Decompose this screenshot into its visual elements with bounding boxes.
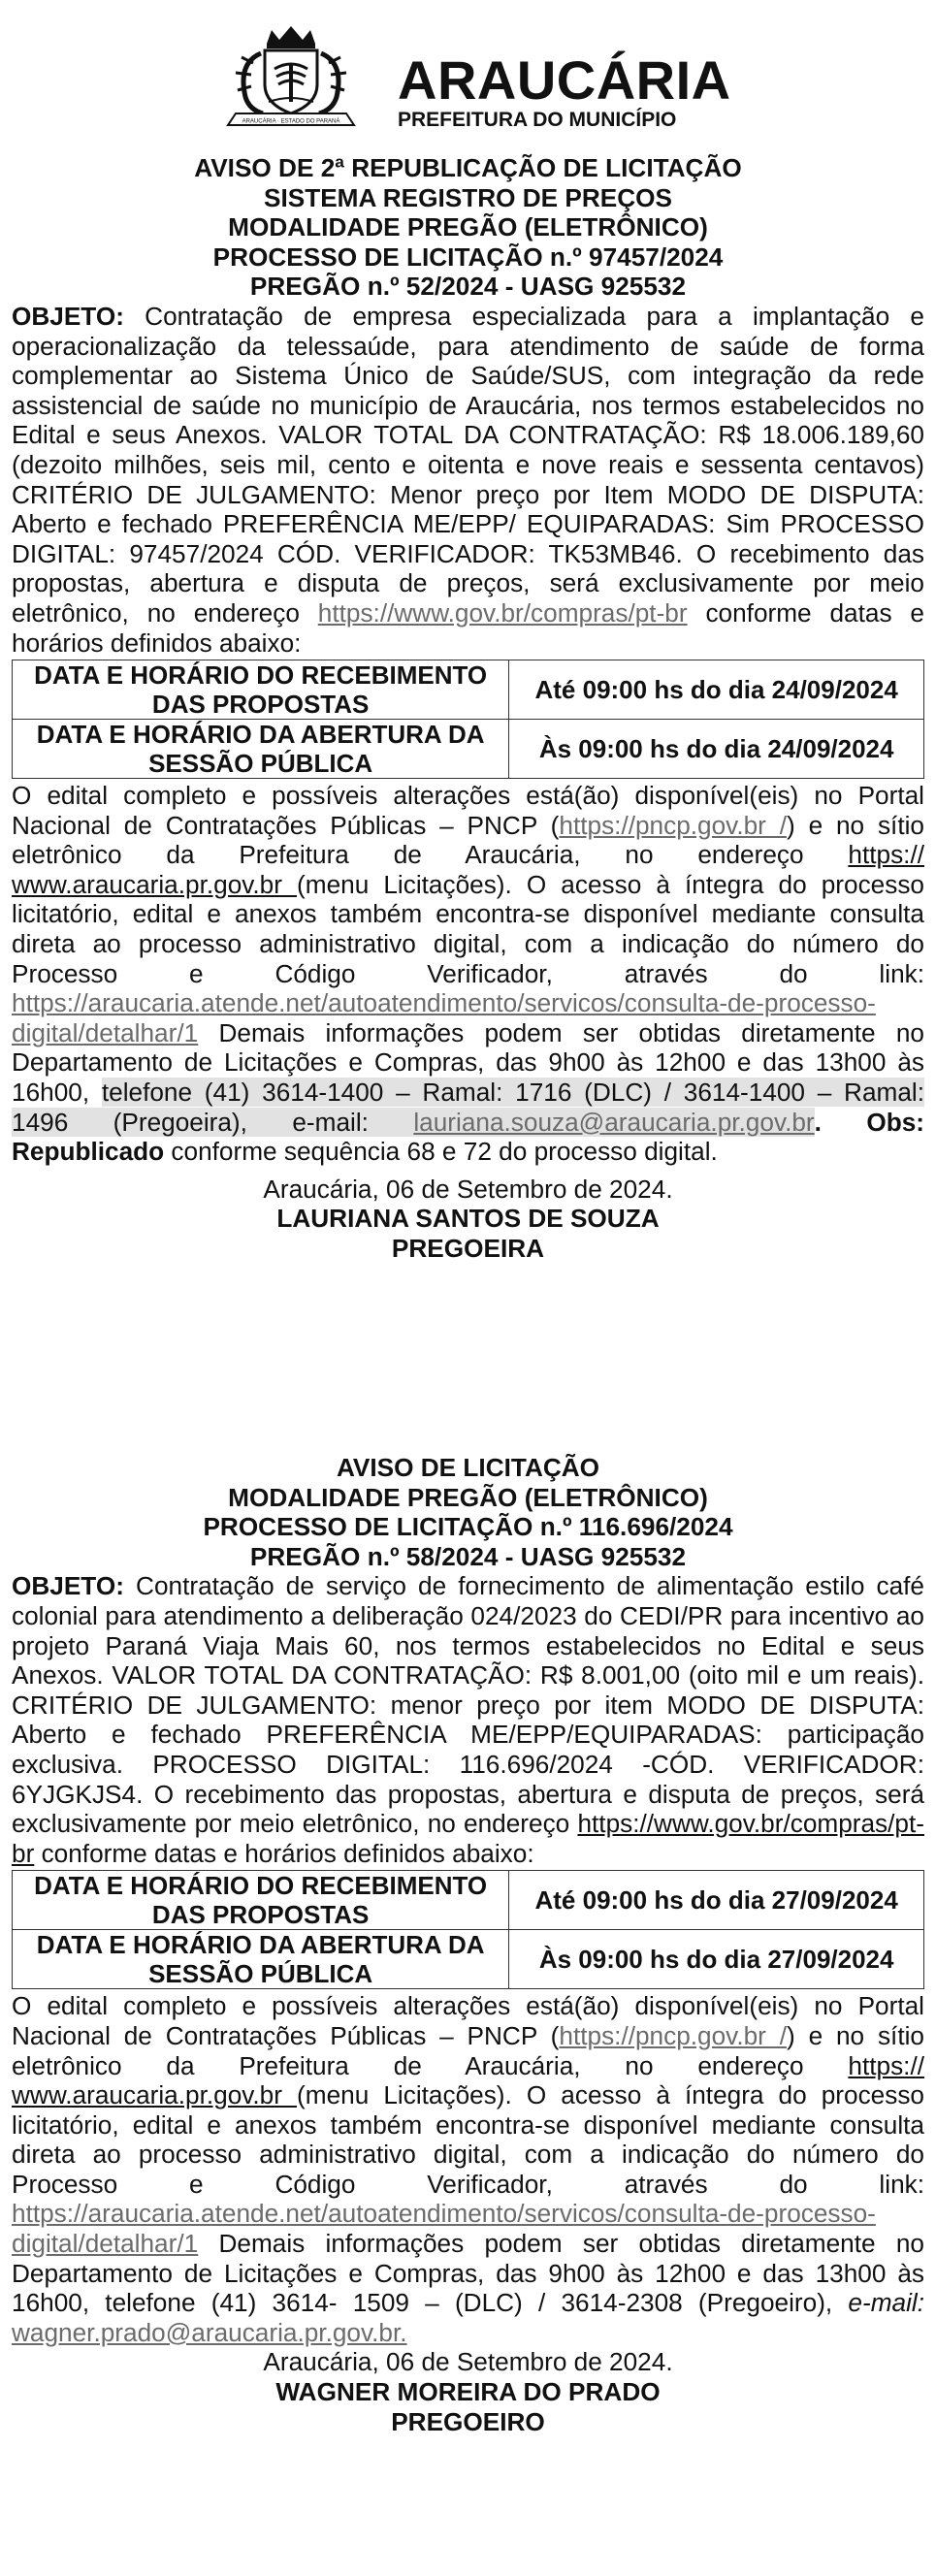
- svg-text:ARAUCÁRIA · ESTADO DO PARANÁ: ARAUCÁRIA · ESTADO DO PARANÁ: [242, 118, 340, 125]
- edital-text: (menu Licitações). O acesso à íntegra do processo licitatório, edital e anexos também encontra-se disponível mediante consulta direta ao processo administrativo digital, com a indicação do número do Processo e Código Verificador, através do link:: [12, 2080, 924, 2199]
- schedule-table: [12, 660, 924, 779]
- signer-name: WAGNER MOREIRA DO PRADO: [275, 2377, 661, 2407]
- table-row: [13, 1871, 924, 1930]
- process-link[interactable]: https://araucaria.atende.net/autoatendimento/servicos/consulta-de-processo-digital/detalhar/1: [12, 2199, 876, 2259]
- notice-heading: PREGÃO n.º 52/2024 - UASG 925532: [249, 272, 687, 302]
- edital-text: Demais informações podem ser obtidas diretamente no Departamento de Licitações e Compras, das 9h00 às 12h00 e das 13h00 às 16h00, telefone (41) 3614- 1509 – (DLC) / 3614-2308 (Pregoeiro),: [12, 2229, 924, 2318]
- notice-heading: PROCESSO DE LICITAÇÃO n.º 97457/2024: [212, 242, 724, 272]
- header: [218, 24, 742, 141]
- notice-republication: [12, 153, 924, 1264]
- notice-title: AVISO DE 2ª REPUBLICAÇÃO DE LICITAÇÃO: [194, 153, 742, 182]
- table-cell-value: Até 09:00 hs do dia 27/09/2024: [509, 1871, 924, 1930]
- table-row: [13, 1930, 924, 1989]
- table-row: [13, 720, 924, 779]
- table-cell-label: DATA E HORÁRIO DA ABERTURA DA SESSÃO PÚBLICA: [13, 1930, 509, 1989]
- place-date: Araucária, 06 de Setembro de 2024.: [263, 2347, 673, 2377]
- edital-text: Demais informações podem ser obtidas diretamente no Departamento de Licitações e Compras, das 9h00 às 12h00 e das 13h00 às 16h00,: [12, 1017, 924, 1108]
- brand-name: ARAUCÁRIA: [398, 49, 731, 111]
- process-link[interactable]: https://araucaria.atende.net/autoatendimento/servicos/consulta-de-processo-digital/detalhar/1: [12, 988, 876, 1047]
- compras-link[interactable]: https://www.gov.br/compras/pt-br: [12, 1809, 924, 1868]
- notice-title: AVISO DE LICITAÇÃO: [336, 1453, 600, 1482]
- objeto-text: Contratação de empresa especializada para a implantação e operacionalização da telessaúde, para atendimento de saúde de forma complementar ao Sistema Único de Saúde/SUS, com integração da rede assistencial de saúde no município de Araucária, nos termos estabelecidos no Edital e seus Anexos. VALOR TOTAL DA CONTRATAÇÃO: R$ 18.006.189,60 (dezoito milhões, seis mil, cento e oitenta e nove reais e sessenta centavos) CRITÉRIO DE JULGAMENTO: Menor preço por Item MODO DE DISPUTA: Aberto e fechado PREFERÊNCIA ME/EPP/ EQUIPARADAS: Sim PROCESSO DIGITAL: 97457/2024 CÓD. VERIFICADOR: TK53MB46. O recebimento das propostas, abertura e disputa de preços, será exclusivamente por meio eletrônico, no endereço: [12, 301, 924, 628]
- table-cell-label: DATA E HORÁRIO DO RECEBIMENTO DAS PROPOSTAS: [13, 660, 509, 720]
- table-cell-label: DATA E HORÁRIO DA ABERTURA DA SESSÃO PÚBLICA: [13, 720, 509, 779]
- notice-heading: MODALIDADE PREGÃO (ELETRÔNICO): [228, 1482, 708, 1512]
- edital-paragraph: [12, 781, 924, 1167]
- coat-of-arms-icon: [218, 24, 364, 131]
- pncp-link[interactable]: https://pncp.gov.br /: [559, 2020, 788, 2050]
- edital-text: (menu Licitações). O acesso à íntegra do processo licitatório, edital e anexos também encontra-se disponível mediante consulta direta ao processo administrativo digital, com a indicação do número do Processo e Código Verificador, através do link:: [12, 869, 924, 988]
- table-cell-value: Às 09:00 hs do dia 24/09/2024: [509, 720, 924, 779]
- table-cell-label: DATA E HORÁRIO DO RECEBIMENTO DAS PROPOSTAS: [13, 1871, 509, 1930]
- pncp-link[interactable]: https://pncp.gov.br /: [559, 810, 788, 840]
- signer-role: PREGOEIRA: [391, 1234, 545, 1263]
- email-link[interactable]: lauriana.souza@araucaria.pr.gov.br: [413, 1107, 815, 1137]
- edital-text: ) e no sítio eletrônico da Prefeitura de Araucária, no endereço: [12, 2020, 924, 2080]
- notice-heading: SISTEMA REGISTRO DE PREÇOS: [264, 182, 672, 212]
- objeto-tail: conforme datas e horários definidos abaixo:: [12, 597, 924, 658]
- objeto-paragraph: [12, 1571, 924, 1868]
- edital-text: ) e no sítio eletrônico da Prefeitura de Araucária, no endereço: [12, 810, 924, 870]
- araucaria-site-link[interactable]: https:// www.araucaria.pr.gov.br: [12, 2050, 924, 2110]
- place-date: Araucária, 06 de Setembro de 2024.: [263, 1174, 673, 1204]
- signer-name: LAURIANA SANTOS DE SOUZA: [276, 1204, 660, 1234]
- araucaria-site-link[interactable]: https:// www.araucaria.pr.gov.br: [12, 840, 924, 899]
- notice-bidding: [12, 1453, 924, 2436]
- notice-heading: PROCESSO DE LICITAÇÃO n.º 116.696/2024: [203, 1512, 733, 1542]
- contact-phone-text: [12, 1078, 924, 1137]
- phone-text: telefone (41) 3614-1400 – Ramal: 1716 (DLC) / 3614-1400 – Ramal: 1496 (Pregoeira), e-mail:: [12, 1078, 925, 1137]
- edital-text: O edital completo e possíveis alterações está(ão) disponível(eis) no Portal Nacional de Contratações Públicas – PNCP (: [12, 1991, 924, 2050]
- table-cell-value: Até 09:00 hs do dia 24/09/2024: [509, 660, 924, 720]
- objeto-tail: conforme datas e horários definidos abaixo:: [34, 1838, 534, 1868]
- obs-text: conforme sequência 68 e 72 do processo digital.: [164, 1137, 718, 1167]
- compras-link[interactable]: https://www.gov.br/compras/pt-br: [317, 597, 688, 628]
- table-cell-value: Às 09:00 hs do dia 27/09/2024: [509, 1930, 924, 1989]
- objeto-paragraph: [12, 302, 924, 658]
- email-link[interactable]: wagner.prado@araucaria.pr.gov.br.: [12, 2317, 407, 2347]
- notice-heading: PREGÃO n.º 58/2024 - UASG 925532: [249, 1541, 687, 1571]
- table-row: [13, 660, 924, 720]
- obs-label: . Obs: Republicado: [12, 1107, 924, 1167]
- email-label: e-mail:: [848, 2288, 924, 2318]
- edital-text: O edital completo e possíveis alterações está(ão) disponível(eis) no Portal Nacional de Contratações Públicas – PNCP (: [12, 781, 924, 840]
- edital-paragraph: [12, 1991, 924, 2347]
- objeto-label: OBJETO:: [12, 301, 124, 331]
- objeto-text: Contratação de serviço de fornecimento de alimentação estilo café colonial para atendimento a deliberação 024/2023 do CEDI/PR para incentivo ao projeto Paraná Viaja Mais 60, nos termos estabelecidos no Edital e seus Anexos. VALOR TOTAL DA CONTRATAÇÃO: R$ 8.001,00 (oito mil e um reais). CRITÉRIO DE JULGAMENTO: menor preço por item MODO DE DISPUTA: Aberto e fechado PREFERÊNCIA ME/EPP/EQUIPARADAS: participação exclusiva. PROCESSO DIGITAL: 116.696/2024 -CÓD. VERIFICADOR: 6YJGKJS4. O recebimento das propostas, abertura e disputa de preços, será exclusivamente por meio eletrônico, no endereço: [12, 1571, 924, 1839]
- schedule-table: [12, 1870, 924, 1989]
- signer-role: PREGOEIRO: [391, 2406, 545, 2436]
- objeto-label: OBJETO:: [12, 1571, 124, 1601]
- notice-heading: MODALIDADE PREGÃO (ELETRÔNICO): [228, 212, 708, 242]
- brand-subtitle: PREFEITURA DO MUNICÍPIO: [398, 109, 677, 131]
